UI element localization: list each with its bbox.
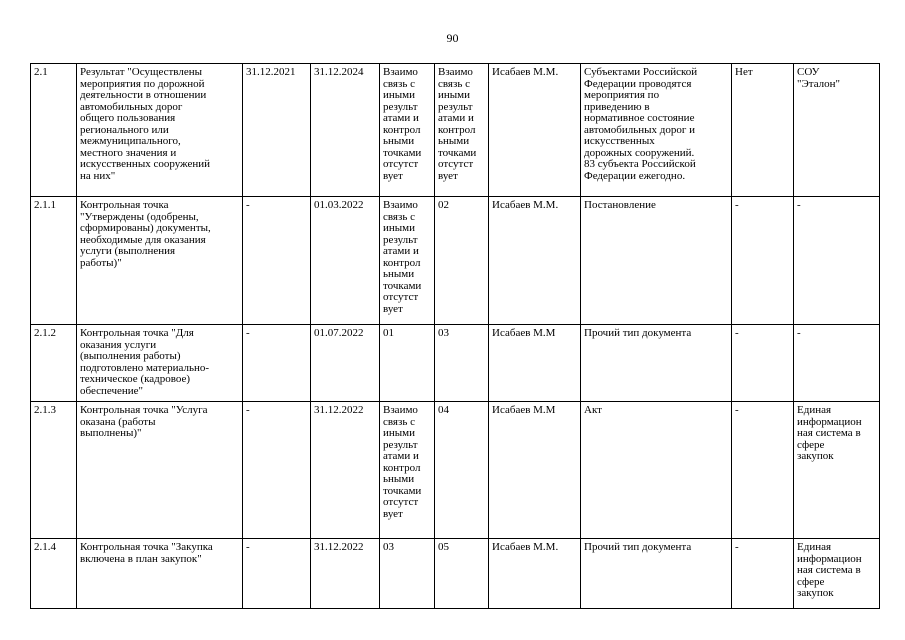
table-row xyxy=(31,197,880,325)
link-next-cell xyxy=(435,402,489,539)
link-previous-cell xyxy=(380,197,435,325)
cell-text-line: автомобильных дорог xyxy=(80,100,183,113)
cell-text-line: Контрольная точка "Услуга xyxy=(80,404,208,416)
start-date-cell xyxy=(243,64,311,197)
cell-text-line: Единая xyxy=(797,404,832,416)
link-next-cell xyxy=(435,539,489,609)
cell-text-line: связь с xyxy=(383,77,415,90)
cell-text-line: результ xyxy=(383,233,418,246)
cell-text-line: сфере xyxy=(797,575,825,588)
cell-text-line: информацион xyxy=(797,552,862,565)
cell-text: 31.12.2022 xyxy=(314,404,364,416)
cell-text-line: Взаимо xyxy=(383,404,418,416)
cell-text: Нет xyxy=(735,66,753,78)
cell-text-line: СОУ xyxy=(797,66,820,78)
document-type-cell xyxy=(581,539,732,609)
cell-text-line: - xyxy=(797,327,801,339)
results-table xyxy=(30,63,880,609)
cell-text-line: атами и xyxy=(383,450,419,462)
table-body xyxy=(31,64,880,609)
cell-text: 31.12.2021 xyxy=(246,66,296,78)
cell-text-line: 05 xyxy=(438,541,449,553)
start-date-cell xyxy=(243,325,311,402)
end-date-cell xyxy=(311,64,380,197)
row-number-cell xyxy=(31,325,77,402)
cell-text-line: общего пользования xyxy=(80,112,176,124)
cell-text-line: техническое (кадровое) xyxy=(80,373,191,385)
cell-text-line: Взаимо xyxy=(438,66,473,78)
cell-text-line: 03 xyxy=(438,327,449,339)
cell-text-line: 03 xyxy=(383,541,394,553)
row-name-cell xyxy=(77,64,243,197)
cell-text: 2.1.2 xyxy=(34,327,56,339)
cell-text-line: закупок xyxy=(797,587,834,599)
end-date-cell xyxy=(311,402,380,539)
cell-text-line: сформированы) документы, xyxy=(80,222,211,234)
cell-text-line: точками xyxy=(383,279,422,292)
cell-text-line: Контрольная точка xyxy=(80,199,169,211)
cell-text-line: нормативное состояние xyxy=(584,112,695,124)
row-name-cell xyxy=(77,539,243,609)
cell-text: 2.1 xyxy=(34,66,48,78)
cell-text: 2.1.4 xyxy=(34,541,56,553)
start-date-cell xyxy=(243,197,311,325)
table-row xyxy=(31,64,880,197)
responsible-cell xyxy=(489,64,581,197)
table-row xyxy=(31,539,880,609)
cell-text-line: 83 субъекта Российской xyxy=(584,158,696,170)
cell-text-line: 04 xyxy=(438,404,449,416)
cell-text-line: связь с xyxy=(383,415,415,428)
cell-text-line: Прочий тип документа xyxy=(584,327,692,339)
cell-text-line: вует xyxy=(383,169,403,182)
cell-text-line: атами и xyxy=(383,245,419,257)
cell-text-line: приведению в xyxy=(584,100,650,113)
cell-text: 01.03.2022 xyxy=(314,199,364,211)
table-row xyxy=(31,325,880,402)
cell-text-line: связь с xyxy=(438,77,470,90)
cell-text-line: Федерации проводятся xyxy=(584,77,692,90)
cell-text-line: Федерации ежегодно. xyxy=(584,169,686,182)
cell-text-line: Субъектами Российской xyxy=(584,66,698,78)
cell-text-line: оказана (работы xyxy=(80,415,156,428)
cell-text-line: услуги (выполнения xyxy=(80,245,176,257)
cell-text: 01.07.2022 xyxy=(314,327,364,339)
link-previous-cell xyxy=(380,402,435,539)
cell-text-line: мероприятия по дорожной xyxy=(80,77,205,90)
cell-text-line: контрол xyxy=(438,123,476,136)
cell-text-line: Результат "Осуществлены xyxy=(80,66,202,78)
cell-text-line: результ xyxy=(438,100,473,113)
cell-text-line: (выполнения работы) xyxy=(80,350,181,362)
row-number-cell xyxy=(31,402,77,539)
cell-text-line: межмуниципального, xyxy=(80,135,181,147)
cell-text-line: Акт xyxy=(584,404,602,416)
fact-cell xyxy=(732,402,794,539)
responsible-cell xyxy=(489,197,581,325)
link-previous-cell xyxy=(380,64,435,197)
cell-text-line: информацион xyxy=(797,415,862,428)
cell-text-line: ная система в xyxy=(797,564,861,576)
row-name-cell xyxy=(77,402,243,539)
cell-text-line: "Эталон" xyxy=(797,77,841,90)
cell-text-line: на них" xyxy=(80,169,116,182)
cell-text: Исабаев М.М. xyxy=(492,199,559,211)
cell-text-line: подготовлено материально- xyxy=(80,361,210,374)
cell-text-line: автомобильных дорог и xyxy=(584,123,695,136)
cell-text-line: точками xyxy=(383,146,422,159)
cell-text-line: искусственных xyxy=(584,135,655,147)
cell-text-line: сфере xyxy=(797,438,825,451)
cell-text-line: связь с xyxy=(383,210,415,223)
cell-text: Исабаев М.М xyxy=(492,327,556,339)
cell-text-line: мероприятия по xyxy=(584,89,660,101)
cell-text: - xyxy=(735,199,739,211)
info-system-cell xyxy=(794,197,880,325)
row-number-cell xyxy=(31,64,77,197)
cell-text-line: ная система в xyxy=(797,427,861,439)
document-type-cell xyxy=(581,197,732,325)
cell-text: - xyxy=(246,327,250,339)
end-date-cell xyxy=(311,325,380,402)
cell-text-line: контрол xyxy=(383,123,421,136)
cell-text: 2.1.1 xyxy=(34,199,56,211)
cell-text-line: отсутст xyxy=(383,496,419,508)
row-name-cell xyxy=(77,325,243,402)
cell-text-line: Взаимо xyxy=(383,199,418,211)
fact-cell xyxy=(732,197,794,325)
cell-text-line: отсутст xyxy=(383,158,419,170)
fact-cell xyxy=(732,325,794,402)
cell-text-line: вует xyxy=(383,302,403,315)
responsible-cell xyxy=(489,539,581,609)
info-system-cell xyxy=(794,325,880,402)
cell-text-line: местного значения и xyxy=(80,146,177,159)
link-next-cell xyxy=(435,197,489,325)
cell-text-line: иными xyxy=(383,89,416,101)
cell-text-line: дорожных сооружений. xyxy=(584,146,695,159)
fact-cell xyxy=(732,64,794,197)
cell-text-line: 02 xyxy=(438,199,449,211)
cell-text-line: отсутст xyxy=(383,291,419,303)
cell-text: Исабаев М.М. xyxy=(492,66,559,78)
row-number-cell xyxy=(31,539,77,609)
cell-text: Исабаев М.М xyxy=(492,404,556,416)
cell-text: 31.12.2022 xyxy=(314,541,364,553)
link-previous-cell xyxy=(380,539,435,609)
cell-text-line: результ xyxy=(383,438,418,451)
cell-text-line: закупок xyxy=(797,450,834,462)
cell-text-line: иными xyxy=(438,89,471,101)
cell-text-line: обеспечение" xyxy=(80,384,144,397)
document-type-cell xyxy=(581,402,732,539)
responsible-cell xyxy=(489,402,581,539)
cell-text-line: ьными xyxy=(438,135,470,147)
cell-text-line: деятельности в отношении xyxy=(80,89,207,101)
cell-text: - xyxy=(735,404,739,416)
cell-text-line: работы)" xyxy=(80,256,122,269)
document-type-cell xyxy=(581,64,732,197)
info-system-cell xyxy=(794,539,880,609)
cell-text-line: вует xyxy=(383,507,403,520)
cell-text-line: ьными xyxy=(383,135,415,147)
cell-text-line: Взаимо xyxy=(383,66,418,78)
page-number: 90 xyxy=(446,31,459,45)
cell-text-line: вует xyxy=(438,169,458,182)
info-system-cell xyxy=(794,64,880,197)
cell-text-line: необходимые для оказания xyxy=(80,233,206,246)
cell-text: - xyxy=(246,541,250,553)
row-number-cell xyxy=(31,197,77,325)
cell-text-line: иными xyxy=(383,427,416,439)
link-next-cell xyxy=(435,64,489,197)
cell-text-line: искусственных сооружений xyxy=(80,158,211,170)
cell-text: - xyxy=(735,327,739,339)
link-previous-cell xyxy=(380,325,435,402)
cell-text-line: оказания услуги xyxy=(80,338,157,351)
cell-text-line: Прочий тип документа xyxy=(584,541,692,553)
cell-text-line: ьными xyxy=(383,473,415,485)
cell-text-line: точками xyxy=(383,484,422,497)
cell-text-line: контрол xyxy=(383,256,421,269)
cell-text-line: Единая xyxy=(797,541,832,553)
table-row xyxy=(31,402,880,539)
link-next-cell xyxy=(435,325,489,402)
cell-text-line: атами и xyxy=(438,112,474,124)
cell-text-line: - xyxy=(797,199,801,211)
cell-text-line: включена в план закупок" xyxy=(80,552,202,565)
end-date-cell xyxy=(311,539,380,609)
cell-text: Исабаев М.М. xyxy=(492,541,559,553)
cell-text-line: точками xyxy=(438,146,477,159)
cell-text: 2.1.3 xyxy=(34,404,56,416)
responsible-cell xyxy=(489,325,581,402)
cell-text-line: Контрольная точка "Для xyxy=(80,327,194,339)
cell-text-line: отсутст xyxy=(438,158,474,170)
cell-text-line: Постановление xyxy=(584,199,656,211)
cell-text: - xyxy=(735,541,739,553)
cell-text-line: атами и xyxy=(383,112,419,124)
cell-text-line: контрол xyxy=(383,461,421,474)
cell-text: 31.12.2024 xyxy=(314,66,364,78)
cell-text-line: "Утверждены (одобрены, xyxy=(80,210,199,223)
cell-text-line: ьными xyxy=(383,268,415,280)
document-type-cell xyxy=(581,325,732,402)
end-date-cell xyxy=(311,197,380,325)
cell-text-line: иными xyxy=(383,222,416,234)
info-system-cell xyxy=(794,402,880,539)
cell-text: - xyxy=(246,199,250,211)
start-date-cell xyxy=(243,539,311,609)
cell-text-line: Контрольная точка "Закупка xyxy=(80,541,213,553)
row-name-cell xyxy=(77,197,243,325)
fact-cell xyxy=(732,539,794,609)
start-date-cell xyxy=(243,402,311,539)
cell-text-line: регионального или xyxy=(80,123,169,136)
cell-text-line: результ xyxy=(383,100,418,113)
cell-text: - xyxy=(246,404,250,416)
cell-text-line: 01 xyxy=(383,327,394,339)
cell-text-line: выполнены)" xyxy=(80,427,142,439)
